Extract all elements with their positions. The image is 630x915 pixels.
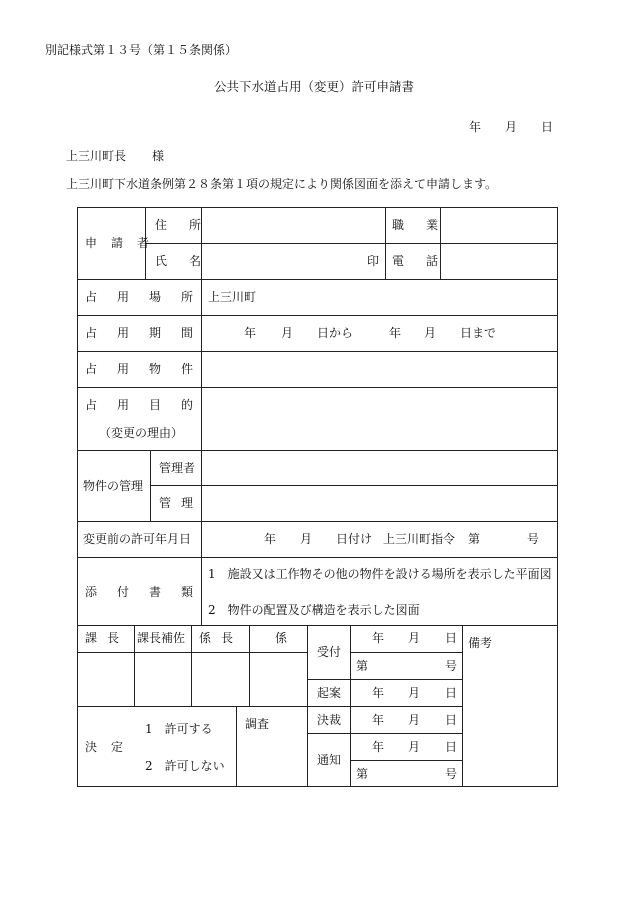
prior-permit-month: 月: [300, 532, 313, 546]
chief-label: 課長: [85, 631, 130, 645]
approved-label: 決裁: [317, 713, 342, 727]
approved-day: 日: [445, 713, 458, 727]
attachment-item-2: 2 物件の配置及び構造を表示した図面: [208, 603, 420, 617]
prior-permit-label: 変更前の許可年月日: [83, 532, 192, 546]
addressee-honorific: 様: [152, 149, 165, 163]
seal-mark: 印: [367, 254, 380, 268]
notified-day: 日: [445, 740, 458, 754]
received-number-prefix: 第: [356, 659, 369, 673]
applicant-label: 申請者: [85, 236, 164, 250]
manager-label: 管理者: [159, 461, 196, 475]
attachment-item-1: 1 施設又は工作物その他の物件を設ける場所を表示した平面図: [208, 567, 552, 581]
received-number-suffix: 号: [445, 659, 458, 673]
remarks-label: 備考: [468, 636, 493, 650]
document-title: 公共下水道占用（変更）許可申請書: [214, 79, 415, 94]
decision-label: 決定: [85, 740, 138, 754]
date-day-label: 日: [541, 120, 554, 134]
date-month-label: 月: [505, 120, 518, 134]
decision-permit-option: 1 許可する: [145, 722, 213, 736]
prior-permit-order: 上三川町指令: [383, 532, 456, 546]
prior-permit-year: 年: [264, 532, 277, 546]
approved-month: 月: [408, 713, 421, 727]
period-to-year: 年: [389, 326, 402, 340]
received-label: 受付: [317, 645, 342, 659]
change-reason-label: （変更の理由）: [99, 426, 184, 440]
address-label: 住所: [155, 218, 224, 232]
period-to-month: 月: [424, 326, 437, 340]
occupancy-purpose-label: 占用目的: [85, 398, 214, 412]
drafted-label: 起案: [317, 686, 342, 700]
period-from-month: 月: [281, 326, 294, 340]
statement-text: 上三川町下水道条例第２８条第１項の規定により関係図面を添えて申請します。: [66, 177, 498, 191]
notified-month: 月: [408, 740, 421, 754]
drafted-year: 年: [372, 686, 385, 700]
notified-year: 年: [372, 740, 385, 754]
occupancy-period-label: 占用期間: [85, 326, 214, 340]
occupation-label: 職業: [392, 218, 461, 232]
drafted-month: 月: [408, 686, 421, 700]
occupancy-object-label: 占用物件: [85, 362, 214, 376]
staff-label: 係: [275, 631, 288, 645]
management-label: 物件の管理: [83, 479, 144, 493]
period-to-day: 日まで: [460, 326, 497, 340]
approved-year: 年: [372, 713, 385, 727]
received-day: 日: [445, 631, 458, 645]
investigation-label: 調査: [245, 717, 270, 731]
form-number: 別記様式第１３号（第１５条関係）: [45, 43, 238, 57]
application-form-table: [77, 207, 558, 787]
prior-permit-day: 日付け: [336, 532, 373, 546]
phone-label: 電話: [392, 254, 461, 268]
addressee: 上三川町長: [66, 149, 127, 163]
notified-number-suffix: 号: [445, 767, 458, 781]
deputy-chief-label: 課長補佐: [137, 631, 186, 645]
period-from-year: 年: [244, 326, 257, 340]
occupancy-place-value: 上三川町: [208, 290, 257, 304]
prior-permit-number-suffix: 号: [527, 532, 540, 546]
period-from-day: 日から: [317, 326, 354, 340]
management-sub-label: 管理: [159, 496, 204, 510]
decision-deny-option: 2 許可しない: [145, 759, 225, 773]
notified-number-prefix: 第: [356, 767, 369, 781]
occupancy-place-label: 占用場所: [85, 290, 214, 304]
attachments-label: 添付書類: [85, 585, 214, 599]
drafted-day: 日: [445, 686, 458, 700]
section-head-label: 係長: [199, 631, 244, 645]
received-month: 月: [408, 631, 421, 645]
prior-permit-number-prefix: 第: [468, 532, 481, 546]
date-year-label: 年: [469, 120, 482, 134]
name-label: 氏名: [155, 254, 224, 268]
notified-label: 通知: [317, 753, 342, 767]
received-year: 年: [372, 631, 385, 645]
